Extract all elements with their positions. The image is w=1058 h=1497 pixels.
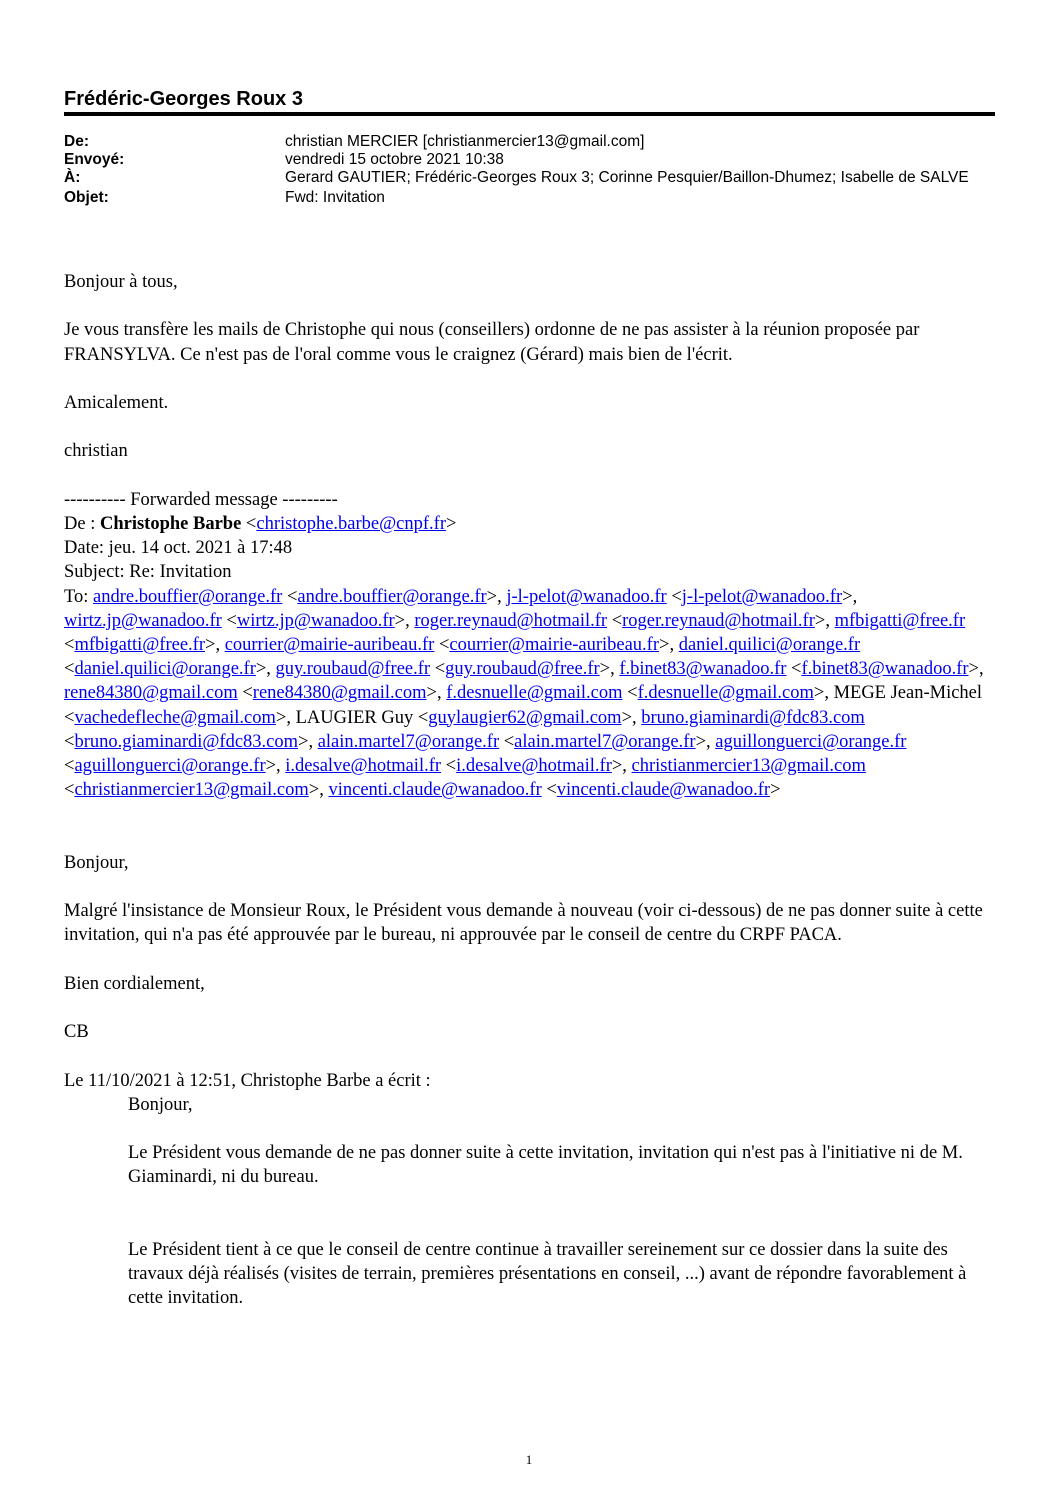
recipient-email-link[interactable]: guylaugier62@gmail.com — [428, 707, 622, 728]
recipient-email-link[interactable]: vincenti.claude@wanadoo.fr — [328, 780, 542, 801]
recipient-email-link[interactable]: f.binet83@wanadoo.fr — [801, 659, 969, 680]
reply-closing: Bien cordialement, — [64, 973, 205, 994]
sent-value: vendredi 15 octobre 2021 10:38 — [285, 151, 504, 168]
recipient-email-link[interactable]: guy.roubaud@free.fr — [445, 659, 600, 680]
quoted-attribution: Le 11/10/2021 à 12:51, Christophe Barbe a écrit : — [64, 1070, 431, 1091]
document-title: Frédéric-Georges Roux 3 — [64, 88, 303, 110]
forwarded-separator: ---------- Forwarded message --------- — [64, 489, 338, 510]
recipient-email-link[interactable]: rene84380@gmail.com — [252, 683, 427, 704]
recipient-email-link[interactable]: vachedefleche@gmail.com — [74, 707, 276, 728]
recipient-email-link[interactable]: aguillonguerci@orange.fr — [74, 756, 266, 776]
from-value: christian MERCIER [christianmercier13@gmail.com] — [285, 133, 645, 150]
forwarded-subject-line: Subject: Re: Invitation — [64, 562, 232, 583]
recipient-email-link[interactable]: christianmercier13@gmail.com — [74, 780, 309, 801]
email-header — [64, 133, 995, 207]
sent-label: Envoyé: — [64, 151, 125, 168]
forwarded-recipients: To: andre.bouffier@orange.fr <andre.bouffier@orange.fr>, j-l-pelot@wanadoo.fr <j-l-pelot@wanadoo.fr>, wirtz.jp@wanadoo.fr <wirtz.jp@wanadoo.fr>, roger.reynaud@hotmail.fr <roger.reynaud@hotmail.fr>, mfbigatti@free.fr <mfbigatti@free.fr>, courrier@mairie-auribeau.fr <courrier@mairie-auribeau.fr>, daniel.quilici@orange.fr <daniel.quilici@orange.fr>, guy.roubaud@free.fr <guy.roubaud@free.fr>, f.binet83@wanadoo.fr <f.binet83@wanadoo.fr>, rene84380@gmail.com <rene84380@gmail.com>, f.desnuelle@gmail.com <f.desnuelle@gmail.com>, MEGE Jean-Michel <vachedefleche@gmail.com>, LAUGIER Guy <guylaugier62@gmail.com>, bruno.giaminardi@fdc83.com <bruno.giaminardi@fdc83.com>, alain.martel7@orange.fr <alain.martel7@orange.fr>, aguillonguerci@orange.fr <aguillonguerci@orange.fr>, i.desalve@hotmail.fr <i.desalve@hotmail.fr>, christianmercier13@gmail.com <christianmercier13@gmail.com>, vincenti.claude@wanadoo.fr <vincenti.claude@wanadoo.fr> — [64, 586, 984, 801]
header-to-row — [64, 169, 995, 187]
recipient-email-link[interactable]: wirtz.jp@wanadoo.fr — [64, 610, 222, 631]
recipient-email-link[interactable]: rene84380@gmail.com — [64, 683, 238, 704]
recipient-email-link[interactable]: mfbigatti@free.fr — [834, 610, 966, 631]
quoted-paragraph-2: Le Président tient à ce que le conseil de centre continue à travailler sereinement sur ce dossier dans la suite des travaux déjà réalisés (visites de terrain, premières présentations en conseil, ...) avant de répondre favorablement à cette invitation. — [128, 1239, 967, 1309]
recipient-email-link[interactable]: christianmercier13@gmail.com — [631, 756, 866, 776]
header-subject-row — [64, 189, 995, 207]
recipient-email-link[interactable]: courrier@mairie-auribeau.fr — [224, 634, 435, 655]
page-number: 1 — [525, 1452, 533, 1467]
recipient-email-link[interactable]: f.desnuelle@gmail.com — [637, 683, 814, 704]
recipient-email-link[interactable]: guy.roubaud@free.fr — [275, 659, 431, 680]
forwarded-date-line: Date: jeu. 14 oct. 2021 à 17:48 — [64, 538, 293, 559]
recipient-name: LAUGIER Guy — [295, 707, 414, 728]
from-email-link[interactable]: christophe.barbe@cnpf.fr — [256, 513, 446, 534]
recipient-email-link[interactable]: i.desalve@hotmail.fr — [285, 756, 442, 776]
intro-closing: Amicalement. — [64, 392, 169, 413]
to-value: Gerard GAUTIER; Frédéric-Georges Roux 3; Corinne Pesquier/Baillon-Dhumez; Isabelle de SALVE — [285, 169, 969, 186]
recipient-email-link[interactable]: vincenti.claude@wanadoo.fr — [556, 780, 771, 801]
from-name: Christophe Barbe — [99, 513, 242, 534]
recipient-email-link[interactable]: f.desnuelle@gmail.com — [446, 683, 623, 704]
recipient-email-link[interactable]: wirtz.jp@wanadoo.fr — [236, 610, 395, 631]
recipient-email-link[interactable]: f.binet83@wanadoo.fr — [619, 659, 787, 680]
header-sent-row — [64, 151, 995, 169]
quoted-greeting: Bonjour, — [128, 1094, 193, 1115]
recipient-email-link[interactable]: i.desalve@hotmail.fr — [456, 756, 612, 776]
quoted-paragraph-1: Le Président vous demande de ne pas donner suite à cette invitation, invitation qui n'est pas à l'initiative ni de M. Giaminardi, ni du bureau. — [128, 1143, 963, 1188]
recipient-email-link[interactable]: andre.bouffier@orange.fr — [93, 586, 283, 607]
recipient-email-link[interactable]: daniel.quilici@orange.fr — [74, 659, 256, 680]
intro-paragraph: Je vous transfère les mails de Christophe qui nous (conseillers) ordonne de ne pas assister à la réunion proposée par FRANSYLVA. Ce n'est pas de l'oral comme vous le craignez (Gérard) mais bien de l'écrit. — [64, 320, 920, 365]
from-label: De: — [64, 133, 89, 150]
intro-signature: christian — [64, 441, 128, 462]
reply-paragraph: Malgré l'insistance de Monsieur Roux, le Président vous demande à nouveau (voir ci-dessous) de ne pas donner suite à cette invitation, qui n'a pas été approuvée par le bureau, ni approuvée par le conseil de centre du CRPF PACA. — [64, 901, 983, 946]
to-label: À: — [64, 169, 81, 186]
reply-signature: CB — [64, 1022, 89, 1043]
recipient-email-link[interactable]: courrier@mairie-auribeau.fr — [449, 634, 659, 655]
from-prefix: De : — [64, 513, 100, 534]
to-prefix: To: — [64, 586, 94, 607]
recipient-email-link[interactable]: alain.martel7@orange.fr — [514, 731, 696, 752]
recipient-email-link[interactable]: j-l-pelot@wanadoo.fr — [681, 586, 843, 607]
reply-greeting: Bonjour, — [64, 852, 129, 873]
recipient-email-link[interactable]: daniel.quilici@orange.fr — [678, 634, 861, 655]
recipient-email-link[interactable]: bruno.giaminardi@fdc83.com — [641, 707, 865, 728]
quoted-block — [64, 1093, 994, 1311]
email-body — [64, 270, 994, 1311]
recipient-email-link[interactable]: roger.reynaud@hotmail.fr — [622, 610, 815, 631]
intro-greeting: Bonjour à tous, — [64, 272, 178, 292]
recipient-email-link[interactable]: mfbigatti@free.fr — [74, 634, 205, 655]
recipient-email-link[interactable]: bruno.giaminardi@fdc83.com — [74, 731, 299, 752]
header-from-row — [64, 133, 995, 151]
recipient-email-link[interactable]: aguillonguerci@orange.fr — [715, 731, 907, 752]
recipient-email-link[interactable]: roger.reynaud@hotmail.fr — [414, 610, 608, 631]
recipient-email-link[interactable]: andre.bouffier@orange.fr — [297, 586, 487, 607]
subject-label: Objet: — [64, 189, 109, 206]
recipient-email-link[interactable]: j-l-pelot@wanadoo.fr — [506, 586, 667, 607]
title-rule — [64, 112, 995, 116]
recipient-email-link[interactable]: alain.martel7@orange.fr — [317, 731, 500, 752]
forwarded-from-line: De : Christophe Barbe <christophe.barbe@cnpf.fr> — [64, 513, 457, 534]
recipient-name: MEGE Jean-Michel — [833, 683, 983, 704]
subject-value: Fwd: Invitation — [285, 189, 385, 206]
